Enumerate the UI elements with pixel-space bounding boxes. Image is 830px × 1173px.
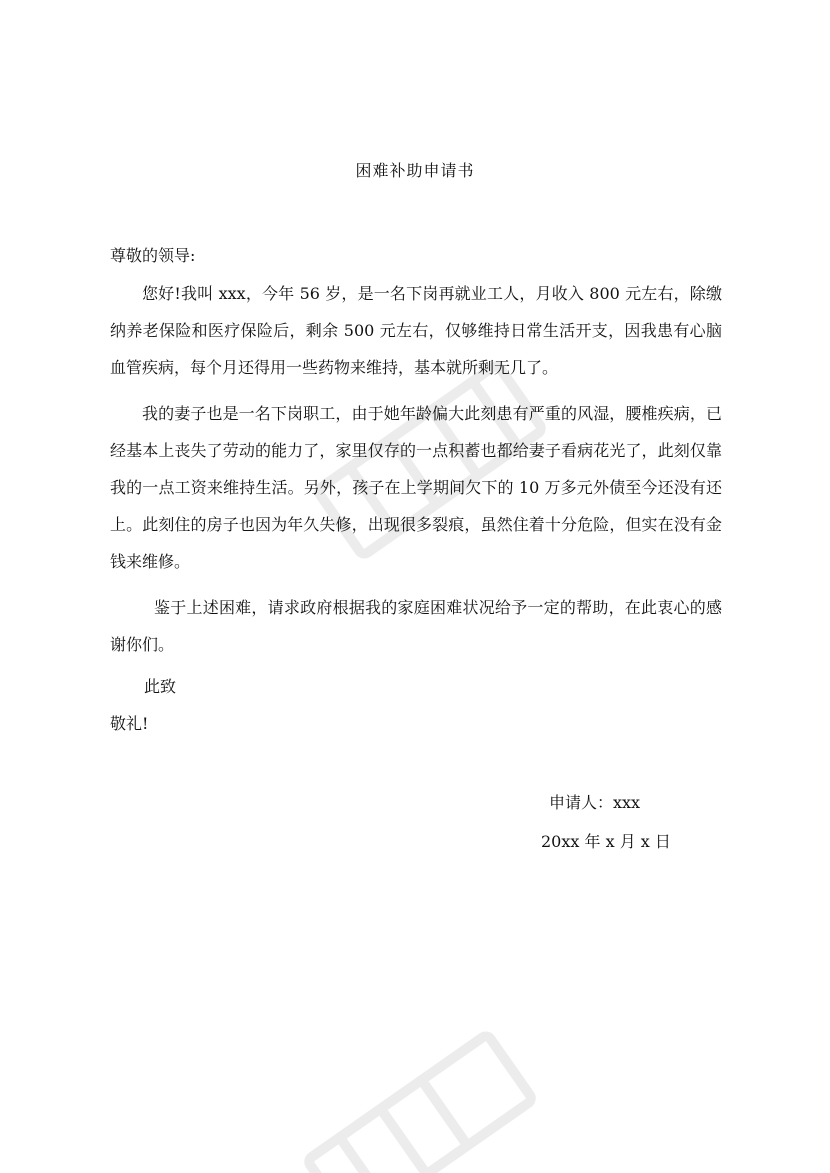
salutation: 尊敬的领导: (110, 246, 196, 265)
closing-line-2: 敬礼! (110, 714, 149, 733)
applicant-signature: 申请人：xxx (549, 793, 641, 812)
body-paragraph: 您好!我叫 xxx，今年 56 岁，是一名下岗再就业工人，月收入 800 元左右，除缴纳养老保险和医疗保险后，剩余 500 元左右，仅够维持日常生活开支，因我患有心脑血管疾病，每个月还得用一些药物来维持，基本就所剩无几了。 (110, 284, 722, 377)
closing-line-1: 此致 (144, 677, 177, 696)
watermark-icon (290, 1030, 550, 1173)
body-paragraph: 鉴于上述困难，请求政府根据我的家庭困难状况给予一定的帮助，在此衷心的感谢你们。 (110, 598, 722, 654)
document-title: 困难补助申请书 (355, 161, 475, 180)
body-paragraph: 我的妻子也是一名下岗职工，由于她年龄偏大此刻患有严重的风湿，腰椎疾病，已经基本上丧失了劳动的能力了，家里仅存的一点积蓄也都给妻子看病花光了，此刻仅靠我的一点工资来维持生活。另外，孩子在上学期间欠下的 10 万多元外债至今还没有还上。此刻住的房子也因为年久失修，出现很多裂痕，虽然住着十分危险，但实在没有金钱来维修。 (110, 404, 722, 571)
signature-date: 20xx 年 x 月 x 日 (541, 832, 671, 851)
